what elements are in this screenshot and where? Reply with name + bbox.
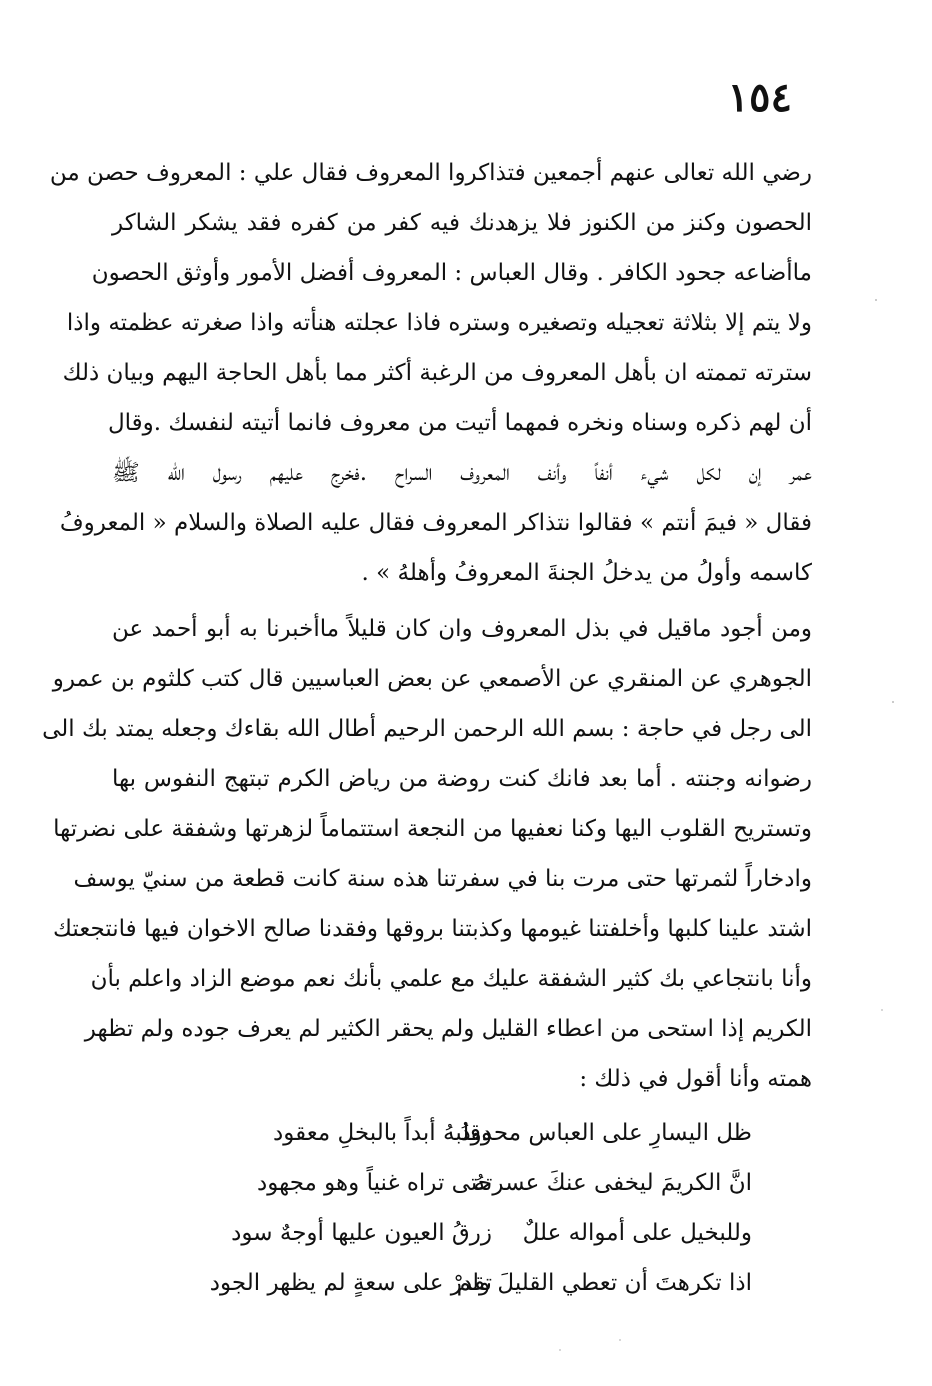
- page-number: ١٥٤: [727, 74, 792, 121]
- text-line: كاسمه وأولُ من يدخلُ الجنةَ المعروفُ وأهلهُ » .: [361, 560, 812, 586]
- verse-first-hemistich: اذا تكرهتَ أن تعطي القليلَ ولم: [456, 1270, 752, 1296]
- text-line: سترته تممته ان بأهل المعروف من الرغبة أكثر مما بأهل الحاجة اليهم وبيان ذلك: [62, 360, 812, 386]
- verse-second-hemistich: تقدرْ على سعةٍ لم يظهر الجود: [209, 1270, 492, 1296]
- text-line: ماأضاعه جحود الكافر . وقال العباس : المعروف أفضل الأمور وأوثق الحصون: [91, 260, 812, 286]
- text-line: ومن أجود ماقيل في بذل المعروف وان كان قليلاً ماأخبرنا به أبو أحمد عن: [112, 616, 812, 642]
- text-line: الى رجل في حاجة : بسم الله الرحمن الرحيم أطال الله بقاءك وجعله يمتد بك الى: [42, 716, 812, 742]
- text-line: فقال « فيمَ أنتم » فقالوا نتذاكر المعروف فقال عليه الصلاة والسلام « المعروفُ: [59, 510, 812, 536]
- text-line: وأنا بانتجاعي بك كثير الشفقة عليك مع علمي بأنك نعم موضع الزاد واعلم بأن: [90, 966, 812, 992]
- text-line: وتستريح القلوب اليها وكنا نعفيها من النجعة استتماماً لزهرتها وشفقة على نضرتها: [53, 816, 812, 842]
- text-line: همته وأنا أقول في ذلك :: [579, 1066, 812, 1092]
- text-line: وادخاراً لثمرتها حتى مرت بنا في سفرتنا هذه سنة كانت قطعة من سنيّ يوسف: [73, 866, 812, 892]
- text-line: عمر إن لكل شيء أنفاً وأنف المعروف السراح .فخرج عليهم رسول الله ﷺ: [112, 460, 812, 486]
- text-line: رضي الله تعالى عنهم أجمعين فتذاكروا المعروف فقال علي : المعروف حصن من: [49, 160, 812, 186]
- text-line: ولا يتم إلا بثلاثة تعجيله وتصغيره وستره فاذا عجلته هنأته واذا صغرته عظمته واذا: [66, 310, 812, 336]
- text-line: اشتد علينا كلبها وأخلفتنا غيومها وكذبتنا بروقها وفقدنا صالح الاخوان فيها فانتجعتك: [53, 916, 812, 942]
- verse-second-hemistich: حتى تراه غنياً وهو مجهود: [256, 1170, 492, 1196]
- verse-second-hemistich: زرقُ العيون عليها أوجهٌ سود: [231, 1220, 492, 1246]
- verse-second-hemistich: وقلبهُ أبداً بالبخلِ معقود: [273, 1120, 492, 1146]
- text-line: الجوهري عن المنقري عن الأصمعي عن بعض العباسيين قال كتب كلثوم بن عمرو: [52, 666, 812, 692]
- verse-first-hemistich: ظل اليسارِ على العباس محدودُ: [460, 1120, 752, 1146]
- verse-first-hemistich: انَّ الكريمَ ليخفى عنكَ عسرتهُ: [473, 1170, 752, 1196]
- text-line: الحصون وكنز من الكنوز فلا يزهدنك فيه كفر من كفره فقد يشكر الشاكر: [112, 210, 812, 236]
- text-line: أن لهم ذكره وسناه ونخره فمهما أتيت من معروف فانما أتيته لنفسك .وقال: [107, 410, 812, 436]
- text-line: الكريم إذا استحى من اعطاء القليل ولم يحقر الكثير لم يعرف جوده ولم تظهر: [84, 1016, 812, 1042]
- verse-first-hemistich: وللبخيل على أمواله عللٌ: [522, 1220, 752, 1246]
- text-line: رضوانه وجنته . أما بعد فانك كنت روضة من رياض الكرم تبتهج النفوس بها: [112, 766, 812, 792]
